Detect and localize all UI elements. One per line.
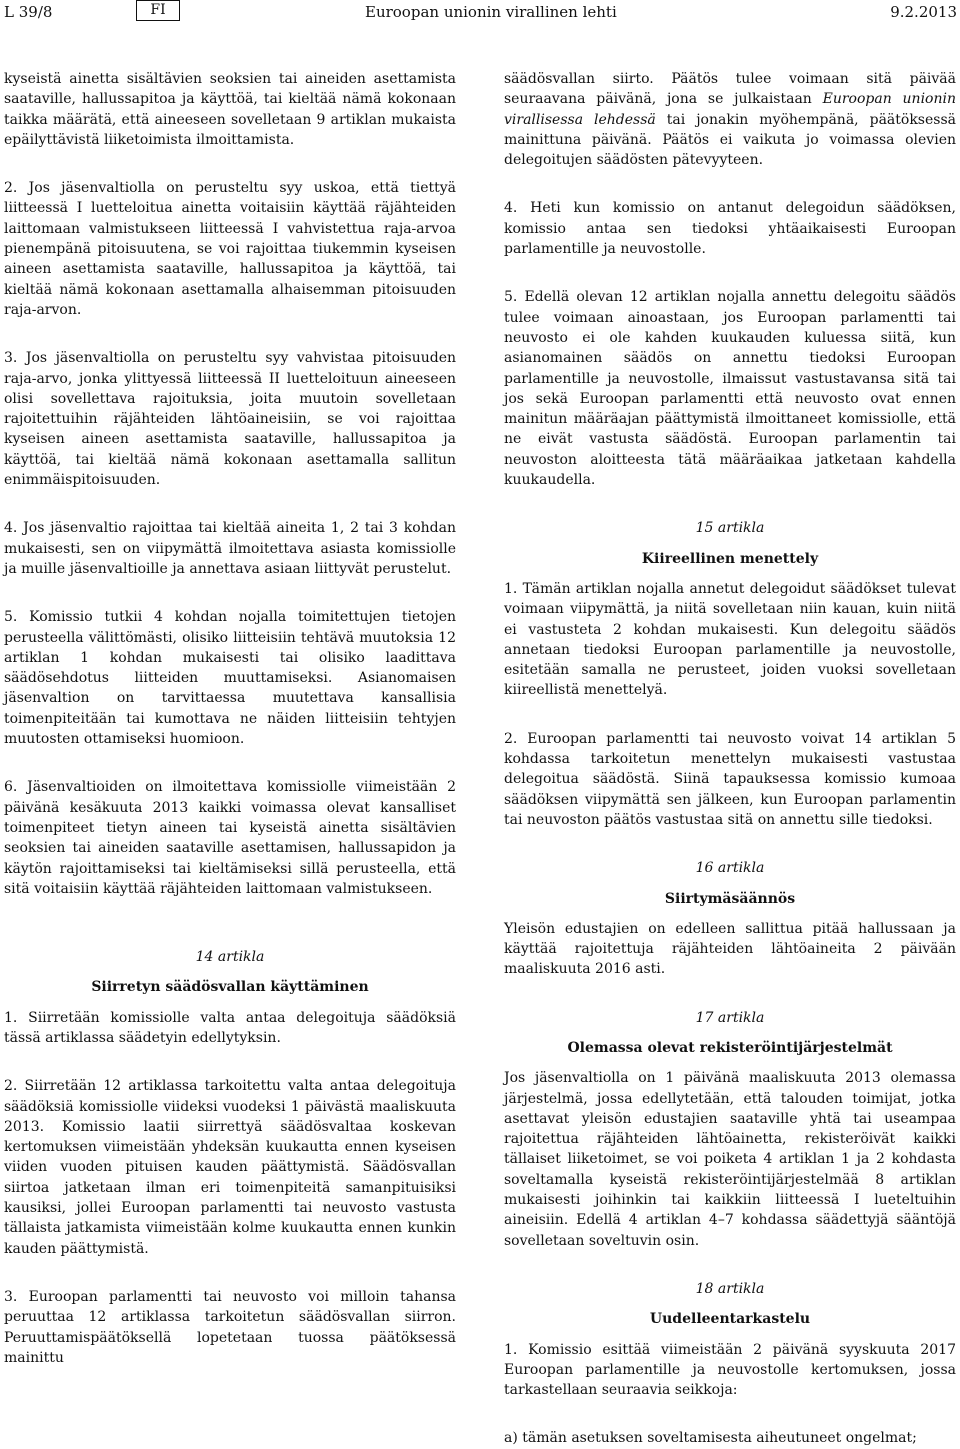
article-17-paragraph: Jos jäsenvaltiolla on 1 päivänä maaliskuuta 2013 olemassa järjestelmä, jossa edellytetään, että talouden toimijat, jotka asettavat yleisön edustajien saataville yhtä tai useampaa rajoitettua räjähteiden lähtöainetta, rekisteröivät kaikki tällaiset liiketoimet, se voi poiketa 4 artiklan 1 ja 2 kohdasta soveltamalla kyseistä rekisteröintijärjestelmää 8 artiklan mukaisesti joihinkin tai kaikkiin liitteessä I lueteltuihin aineisiin. Edellä 4 artiklan 4–7 kohdassa säädettyjä sääntöjä sovelletaan soveltuvin osin. <box>504 1070 956 1249</box>
article-16-number: 16 artikla <box>695 860 765 877</box>
paragraph-6: 6. Jäsenvaltioiden on ilmoitettava komissiolle viimeistään 2 päivänä kesäkuuta 2013 kaikki voimassa olevat kansalliset toimenpiteet tietyn aineen tai kyseistä ainetta sisältävien seoksien tai aineiden saataville asettamisen, hallussapidon ja käytön rajoittamiseksi tai kieltämiseksi sillä perusteella, että sitä voitaisiin käyttää räjähteiden laittomaan valmistukseen. <box>4 779 456 897</box>
paragraph-continued: kyseistä ainetta sisältävien seoksien tai aineiden asettamista saataville, hallussapitoa ja käyttöä, tai kieltää nämä kokonaan taikka määrätä, että aineeseen sovelletaan 9 artiklan mukaista epäilyttävistä liiketoimista ilmoittamista. <box>4 71 456 148</box>
article-14-paragraph-3: 3. Euroopan parlamentti tai neuvosto voi milloin tahansa peruuttaa 12 artiklassa tarkoitetun säädösvallan siirron. Peruuttamispäätöksellä lopetetaan tuossa päätöksessä mainittu <box>4 1288 456 1366</box>
language-code-box: FI <box>136 0 180 21</box>
paragraph-2: 2. Jos jäsenvaltiolla on perusteltu syy uskoa, että tiettyä liitteessä I luetteloitua ainetta voitaisiin käyttää räjähteiden laittomaan valmistukseen liitteessä I vahvistettua raja-arvoa pienempänä pitoisuutena, se voi rajoittaa tiukemmin kyseisen aineen asettamista saataville, hallussapitoa ja käyttöä, tai kieltää nämä kokonaan asettamalla alhaisemman pitoisuuden raja-arvon. <box>4 180 456 318</box>
article-14-title: Siirretyn säädösvallan käyttäminen <box>91 979 369 996</box>
article-18-paragraph-1: 1. Komissio esittää viimeistään 2 päivänä syyskuuta 2017 Euroopan parlamentille ja neuvostolle kertomuksen, jossa tarkastellaan seuraavia seikkoja: <box>504 1341 956 1399</box>
article-16-title: Siirtymäsäännös <box>664 890 796 907</box>
article-14-paragraph-2: 2. Siirretään 12 artiklassa tarkoitettu valta antaa delegoituja säädöksiä komissiolle viideksi vuodeksi 1 päivästä maaliskuuta 2013. Komissio laatii siirrettyä säädösvaltaa koskevan kertomuksen viimeistään yhdeksän kuukautta ennen kyseisen viiden vuoden pituisen kauden päättymistä. Säädösvallan siirtoa jatketaan ilman eri toimenpiteitä samanpituisiksi kausiksi, jollei Euroopan parlamentti tai neuvosto vastusta tällaista jatkamista viimeistään kolme kuukautta ennen kunkin kauden päättymistä. <box>4 1078 456 1257</box>
paragraph-3: 3. Jos jäsenvaltiolla on perusteltu syy vahvistaa pitoisuuden raja-arvo, jonka ylittyessä liitteessä II luetteloituun aineeseen olisi sovellettava rajoituksia, joita muutoin sovelletaan rajoitettuihin räjähteiden lähtöaineisiin, se voi rajoittaa kyseisen aineen asettamista saataville, hallussapitoa ja käyttöä, tai kieltää nämä kokonaan asettamalla sallitun enimmäispitoisuuden. <box>4 350 456 489</box>
article-14-paragraph-5: 5. Edellä olevan 12 artiklan nojalla annettu delegoitu säädös tulee voimaan ainoastaan, jos Euroopan parlamentti tai neuvosto ei ole kahden kuukauden kuluessa siitä, kun asianomainen säädös on annettu tiedoksi Euroopan parlamentille ja neuvostolle, ilmaissut vastustavansa sitä tai jos sekä Euroopan parlamentti että neuvosto ovat ennen mainitun määräajan päättymistä ilmoittaneet komissiolle, että ne eivät vastusta säädöstä. Euroopan parlamentin tai neuvoston aloitteesta tätä määräaikaa jatketaan kahdella kuukaudella. <box>504 289 956 489</box>
paragraph-continued-right: säädösvallan siirto. Päätös tulee voimaan sitä päivää seuraavana päivänä, jona se julkaistaan Euroopan unionin virallisessa lehdessä tai jonakin myöhempänä, päätöksessä mainittuna päivänä. Päätös ei vaikuta jo voimassa olevien delegoitujen säädösten pätevyyteen. <box>504 71 956 169</box>
article-14-paragraph-1: 1. Siirretään komissiolle valta antaa delegoituja säädöksiä tässä artiklassa säädetyin edellytyksin. <box>4 1009 456 1046</box>
article-15-paragraph-2: 2. Euroopan parlamentti tai neuvosto voivat 14 artiklan 5 kohdassa tarkoitetun menettelyn mukaisesti vastustaa delegoitua säädöstä. Siinä tapauksessa komissio kumoaa säädöksen viipymättä sen jälkeen, kun Euroopan parlamentin tai neuvoston päätös vastustaa sitä on annettu sille tiedoksi. <box>504 730 956 828</box>
page-reference: L 39/8 <box>4 3 53 21</box>
article-16-paragraph: Yleisön edustajien on edelleen sallittua pitää hallussaan ja käyttää rajoitettuja räjähteiden lähtöaineita 2 päivään maaliskuuta 2016 asti. <box>504 920 956 978</box>
article-15-number: 15 artikla <box>695 520 765 537</box>
article-18-point-a: a) tämän asetuksen soveltamisesta aiheutuneet ongelmat; <box>504 1430 917 1447</box>
paragraph-4: 4. Jos jäsenvaltio rajoittaa tai kieltää aineita 1, 2 tai 3 kohdan mukaisesti, sen on viipymättä ilmoitettava asiasta komissiolle ja muille jäsenvaltioille ja annettava asiaan liittyvät perustelut. <box>4 520 456 577</box>
article-18-title: Uudelleentarkastelu <box>649 1311 811 1328</box>
paragraph-5: 5. Komissio tutkii 4 kohdan nojalla toimitettujen tietojen perusteella välittömästi, olisiko liitteisiin tehtävä muutoksia 12 artiklan 1 kohdan mukaisesti tai olisiko laadittava säädösehdotus liitteiden muuttamiseksi. Asianomaisen jäsenvaltion on tarvittaessa muutettava kansallisia toimenpiteitään tai kumottava ne näiden liitteisiin tehtyjen muutosten ottamiseksi huomioon. <box>4 609 456 748</box>
journal-reference: Euroopan unionin virallisessa lehdessä <box>504 91 956 128</box>
article-14-number: 14 artikla <box>195 949 265 966</box>
left-column <box>4 69 456 1368</box>
publication-date: 9.2.2013 <box>890 3 957 21</box>
article-18-number: 18 artikla <box>695 1280 765 1297</box>
article-15-title: Kiireellinen menettely <box>641 550 819 567</box>
article-15-paragraph-1: 1. Tämän artiklan nojalla annetut delegoidut säädökset tulevat voimaan viipymättä, ja niitä sovelletaan niin kauan, kuin niitä ei vastusteta 2 kohdan mukaisesti. Kun delegoitu säädös annetaan tiedoksi Euroopan parlamentille ja neuvostolle, esitetään samalla ne perusteet, joiden vuoksi sovelletaan kiireellistä menettelyä. <box>504 580 956 699</box>
article-17-title: Olemassa olevat rekisteröintijärjestelmät <box>567 1039 893 1056</box>
article-14-paragraph-4: 4. Heti kun komissio on antanut delegoidun säädöksen, komissio antaa sen tiedoksi yhtäaikaisesti Euroopan parlamentille ja neuvostolle. <box>504 200 956 258</box>
journal-title: Euroopan unionin virallinen lehti <box>365 3 617 21</box>
page-header <box>0 0 960 22</box>
article-17-number: 17 artikla <box>695 1009 765 1026</box>
right-column <box>504 69 956 1449</box>
